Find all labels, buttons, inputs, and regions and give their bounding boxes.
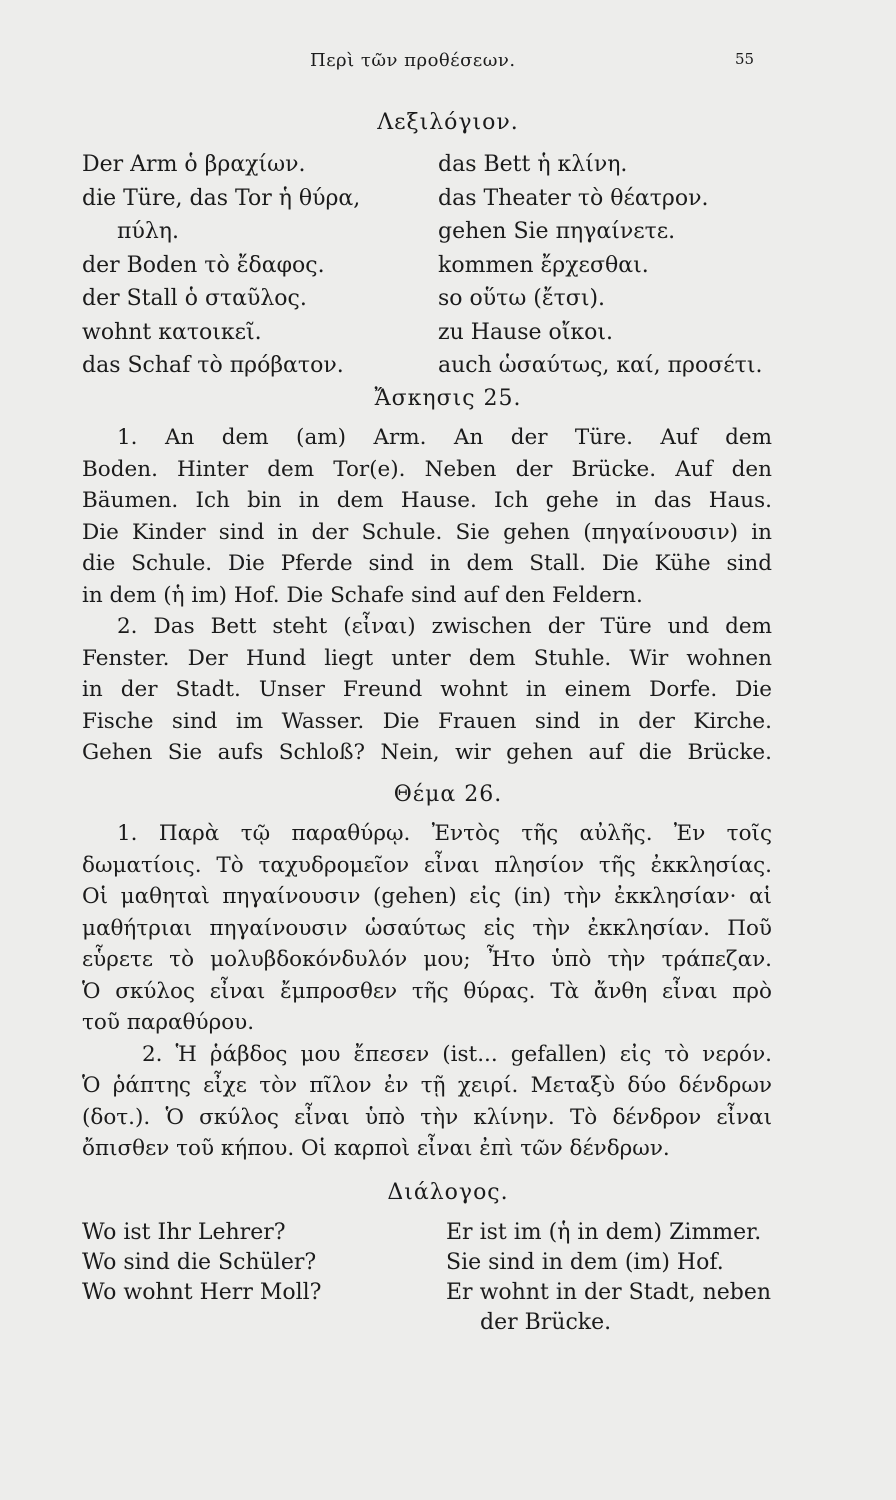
dialog-answer: Sie sind in dem (im) Hof. [446, 1250, 724, 1275]
vocab-entry: der Boden τὸ ἔδαφος. [82, 252, 325, 278]
text-line: δωματίοις. Τὸ ταχυδρομεῖον εἶναι πλησίον τῆς ἐκκλησίας. [82, 852, 772, 878]
text-line: 2. Ἡ ῥάβδος μου ἔπεσεν (ist... gefallen) εἰς τὸ νερόν. [142, 1041, 772, 1067]
vocab-entry: der Stall ὁ σταῦλος. [82, 286, 307, 311]
running-head [0, 50, 896, 80]
dialog-question: Wo wohnt Herr Moll? [82, 1280, 322, 1305]
text-line: (δοτ.). Ὁ σκύλος εἶναι ὑπὸ τὴν κλίνην. Τὸ δένδρον εἶναι [82, 1104, 772, 1130]
vocab-entry: auch ὡσαύτως, καί, προσέτι. [438, 353, 763, 378]
text-line: 1. Παρὰ τῷ παραθύρῳ. Ἐντὸς τῆς αὐλῆς. Ἐν τοῖς [117, 821, 772, 846]
dialog-answer: Er wohnt in der Stadt, neben [446, 1280, 772, 1305]
thema-text [82, 818, 772, 1165]
lexilogion-heading: Λεξιλόγιον. [377, 110, 519, 135]
askesis-text [82, 422, 772, 769]
page-number: 55 [735, 50, 755, 68]
dialog-answer: Er ist im (ἡ in dem) Zimmer. [446, 1220, 762, 1245]
text-line: 1. An dem (am) Arm. An der Türe. Auf dem [117, 425, 772, 450]
text-line: die Schule. Die Pferde sind in dem Stall. Die Kühe sind [82, 551, 772, 576]
dialog-question: Wo ist Ihr Lehrer? [82, 1220, 286, 1245]
dialog-answers [446, 1218, 771, 1338]
text-line: ὄπισθεν τοῦ κήπου. Οἱ καρποὶ εἶναι ἐπὶ τῶν δένδρων. [82, 1136, 670, 1161]
vocab-entry: die Türe, das Tor ἡ θύρα, [82, 185, 361, 211]
vocab-entry: wohnt κατοικεῖ. [82, 319, 262, 345]
askesis-heading: Ἄσκησις 25. [374, 386, 522, 411]
thema-heading: Θέμα 26. [393, 782, 503, 807]
text-line: Bäumen. Ich bin in dem Hause. Ich gehe in das Haus. [82, 488, 772, 513]
text-line: Ὁ ῥάπτης εἶχε τὸν πῖλον ἐν τῇ χειρί. Μεταξὺ δύο δένδρων [82, 1073, 772, 1098]
vocab-right-column [438, 148, 762, 383]
vocab-entry: das Schaf τὸ πρόβατον. [82, 353, 344, 378]
dialog-questions [82, 1218, 321, 1308]
dialog-question: Wo sind die Schüler? [82, 1250, 317, 1275]
text-line: τοῦ παραθύρου. [82, 1010, 255, 1035]
text-line: Fische sind im Wasser. Die Frauen sind in der Kirche. [82, 708, 772, 734]
text-line: in der Stadt. Unser Freund wohnt in einem Dorfe. Die [82, 677, 772, 702]
text-line: μαθήτριαι πηγαίνουσιν ὡσαύτως εἰς τὴν ἐκκλησίαν. Ποῦ [82, 915, 772, 941]
text-line: Οἱ μαθηταὶ πηγαίνουσιν (gehen) εἰς (in) τὴν ἐκκλησίαν· αἱ [82, 884, 772, 909]
text-line: Gehen Sie aufs Schloß? Nein, wir gehen auf die Brücke. [82, 740, 772, 765]
text-line: εὗρετε τὸ μολυβδοκόνδυλόν μου; Ἦτο ὑπὸ τὴν τράπεζαν. [82, 947, 772, 972]
text-line: 2. Das Bett steht (εἶναι) zwischen der Türe und dem [117, 614, 772, 639]
text-line: Ὁ σκύλος εἶναι ἔμπροσθεν τῆς θύρας. Τὰ ἄνθη εἶναι πρὸ [82, 978, 772, 1004]
running-head-title: Περὶ τῶν προθέσεων. [310, 50, 516, 71]
text-line: Fenster. Der Hund liegt unter dem Stuhle. Wir wohnen [82, 645, 772, 671]
dialog-answer: der Brücke. [480, 1310, 612, 1335]
text-line: Die Kinder sind in der Schule. Sie gehen (πηγαίνουσιν) in [82, 519, 772, 545]
vocab-entry: Der Arm ὁ βραχίων. [82, 152, 306, 177]
vocab-entry: gehen Sie πηγαίνετε. [438, 219, 676, 244]
text-line: in dem (ἡ im) Hof. Die Schafe sind auf den Feldern. [82, 582, 643, 608]
vocab-entry: πύλη. [117, 219, 179, 244]
vocab-entry: das Bett ἡ κλίνη. [438, 152, 628, 177]
vocab-entry: zu Hause οἴκοι. [438, 319, 614, 345]
text-line: Boden. Hinter dem Tor(e). Neben der Brücke. Auf den [82, 456, 772, 482]
dialogos-heading: Διάλογος. [387, 1180, 509, 1205]
vocab-left-column [82, 148, 360, 383]
vocab-entry: so οὕτω (ἔτσι). [438, 286, 606, 311]
vocab-entry: kommen ἔρχεσθαι. [438, 252, 649, 278]
vocab-entry: das Theater τὸ θέατρον. [438, 185, 709, 211]
